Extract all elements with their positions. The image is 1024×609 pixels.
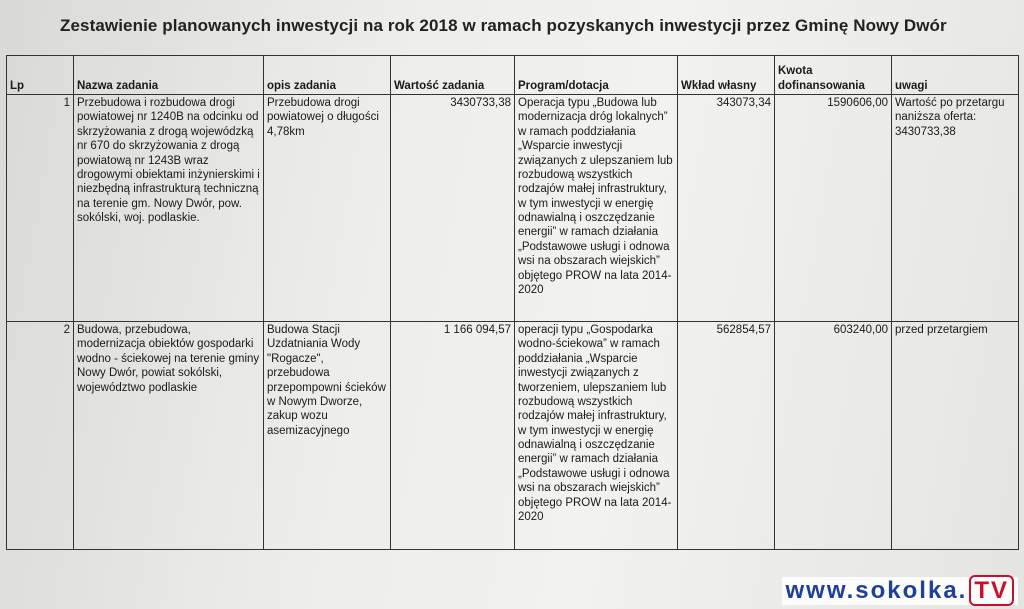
header-lp: Lp [7, 56, 74, 95]
page-title: Zestawienie planowanych inwestycji na rok 2018 w ramach pozyskanych inwestycji przez Gminę Nowy Dwór [60, 16, 947, 35]
table-row [7, 95, 1019, 322]
header-kwota: Kwota dofinansowania [775, 56, 892, 95]
cell-opis: Budowa Stacji Uzdatniania Wody "Rogacze", przebudowa przepompowni ścieków w Nowym Dworze, zakup wozu asemizacyjnego [264, 322, 391, 550]
cell-lp: 2 [7, 322, 74, 550]
cell-wklad: 562854,57 [678, 322, 775, 550]
cell-uwagi: Wartość po przetargu naniższa oferta: 3430733,38 [892, 95, 1019, 322]
header-uwagi: uwagi [892, 56, 1019, 95]
cell-nazwa: Przebudowa i rozbudowa drogi powiatowej nr 1240B na odcinku od skrzyżowania z drogą wojewódzką nr 670 do skrzyżowania z drogą powiatową nr 1243B wraz drogowymi obiektami inżynierskimi i niezbędną infrastrukturą techniczną na terenie gm. Nowy Dwór, pow. sokólski, woj. podlaskie. [74, 95, 264, 322]
watermark-tv-badge: TV [969, 575, 1014, 606]
watermark-text: www.sokolka. [785, 577, 968, 604]
cell-lp: 1 [7, 95, 74, 322]
table-header-row [7, 56, 1019, 95]
cell-uwagi: przed przetargiem [892, 322, 1019, 550]
cell-wklad: 343073,34 [678, 95, 775, 322]
cell-program: operacji typu „Gospodarka wodno-ściekowa” w ramach poddziałania „Wsparcie inwestycji związanych z tworzeniem, ulepszaniem lub rozbudową wszystkich rodzajów małej infrastruktury, w tym inwestycji w energię odnawialną i oszczędzanie energii” w ramach działania „Podstawowe usługi i odnowa wsi na obszarach wiejskich” objętego PROW na lata 2014-2020 [515, 322, 678, 550]
cell-kwota: 603240,00 [775, 322, 892, 550]
investments-table [6, 55, 1019, 550]
cell-nazwa: Budowa, przebudowa, modernizacja obiektów gospodarki wodno - ściekowej na terenie gminy Nowy Dwór, powiat sokólski, województwo podlaskie [74, 322, 264, 550]
header-opis: opis zadania [264, 56, 391, 95]
header-nazwa: Nazwa zadania [74, 56, 264, 95]
table-row [7, 322, 1019, 550]
cell-program: Operacja typu „Budowa lub modernizacja dróg lokalnych” w ramach poddziałania „Wsparcie inwestycji związanych z ulepszaniem lub rozbudową wszystkich rodzajów małej infrastruktury, w tym inwestycji w energię odnawialną i oszczędzanie energii” w ramach działania „Podstawowe usługi i odnowa wsi na obszarach wiejskich” objętego PROW na lata 2014-2020 [515, 95, 678, 322]
header-program: Program/dotacja [515, 56, 678, 95]
cell-wartosc: 3430733,38 [391, 95, 515, 322]
header-wartosc: Wartość zadania [391, 56, 515, 95]
cell-wartosc: 1 166 094,57 [391, 322, 515, 550]
header-wklad: Wkład własny [678, 56, 775, 95]
sokolka-tv-watermark [782, 577, 1019, 605]
cell-kwota: 1590606,00 [775, 95, 892, 322]
cell-opis: Przebudowa drogi powiatowej o długości 4,78km [264, 95, 391, 322]
